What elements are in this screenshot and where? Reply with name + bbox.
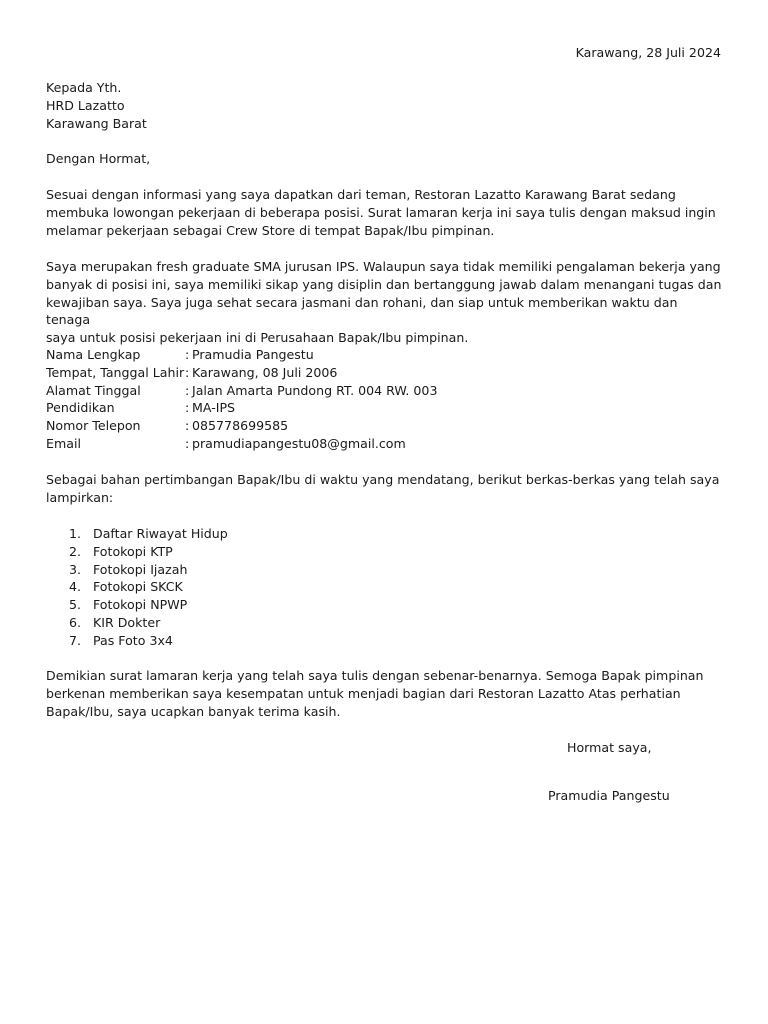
list-item bbox=[46, 525, 228, 543]
paragraph-line: lampirkan: bbox=[46, 489, 114, 505]
paragraph-line: Bapak/Ibu, saya ucapkan banyak terima kasih. bbox=[46, 703, 341, 719]
identity-value: Jalan Amarta Pundong RT. 004 RW. 003 bbox=[192, 382, 438, 398]
identity-row bbox=[46, 346, 722, 364]
list-number: 3. bbox=[69, 561, 82, 577]
identity-separator: : bbox=[185, 400, 190, 416]
list-item bbox=[46, 614, 228, 632]
identity-table bbox=[46, 346, 722, 453]
paragraph-self-description bbox=[46, 258, 722, 347]
list-text: Fotokopi NPWP bbox=[93, 597, 188, 613]
identity-label: Email bbox=[46, 435, 81, 451]
list-item bbox=[46, 578, 228, 596]
identity-separator: : bbox=[185, 435, 190, 451]
recipient-line: HRD Lazatto bbox=[46, 97, 125, 113]
list-text: KIR Dokter bbox=[93, 614, 161, 630]
list-number: 7. bbox=[69, 632, 82, 648]
list-text: Fotokopi SKCK bbox=[93, 579, 183, 595]
paragraph-intro bbox=[46, 186, 722, 239]
paragraph-line: kewajiban saya. Saya juga sehat secara jasmani dan rohani, dan siap untuk memberikan waktu dan tenaga bbox=[46, 294, 678, 328]
list-number: 5. bbox=[69, 597, 82, 613]
recipient-block bbox=[46, 79, 722, 132]
identity-separator: : bbox=[185, 418, 190, 434]
list-text: Daftar Riwayat Hidup bbox=[93, 526, 228, 541]
identity-row bbox=[46, 382, 722, 400]
attachments-intro bbox=[46, 471, 722, 507]
list-text: Fotokopi Ijazah bbox=[93, 561, 188, 577]
identity-value: pramudiapangestu08@gmail.com bbox=[192, 435, 406, 451]
recipient-line: Kepada Yth. bbox=[46, 80, 122, 95]
list-number: 1. bbox=[69, 526, 82, 541]
identity-row bbox=[46, 399, 722, 417]
identity-separator: : bbox=[185, 347, 190, 362]
paragraph-line: Sesuai dengan informasi yang saya dapatkan dari teman, Restoran Lazatto Karawang Barat sedang bbox=[46, 187, 676, 202]
list-number: 4. bbox=[69, 579, 82, 595]
list-item bbox=[46, 596, 228, 614]
paragraph-closing bbox=[46, 667, 722, 720]
identity-value: Pramudia Pangestu bbox=[192, 347, 314, 362]
identity-value: Karawang, 08 Juli 2006 bbox=[192, 364, 338, 380]
identity-separator: : bbox=[185, 364, 190, 380]
identity-value: 085778699585 bbox=[192, 418, 289, 434]
identity-value: MA-IPS bbox=[192, 400, 236, 416]
identity-label: Nama Lengkap bbox=[46, 347, 141, 362]
paragraph-line: Saya merupakan fresh graduate SMA jurusan IPS. Walaupun saya tidak memiliki pengalaman bekerja yang bbox=[46, 259, 721, 274]
recipient-line: Karawang Barat bbox=[46, 115, 147, 131]
paragraph-line: saya untuk posisi pekerjaan ini di Perusahaan Bapak/Ibu pimpinan. bbox=[46, 330, 469, 346]
signoff: Hormat saya, bbox=[567, 740, 652, 755]
list-item bbox=[46, 632, 228, 650]
list-item bbox=[46, 561, 228, 579]
paragraph-line: Demikian surat lamaran kerja yang telah saya tulis dengan sebenar-benarnya. Semoga Bapak pimpinan bbox=[46, 668, 704, 683]
identity-row bbox=[46, 435, 722, 453]
identity-label: Tempat, Tanggal Lahir bbox=[46, 364, 185, 380]
paragraph-line: melamar pekerjaan sebagai Crew Store di tempat Bapak/Ibu pimpinan. bbox=[46, 222, 495, 238]
list-number: 6. bbox=[69, 614, 82, 630]
identity-separator: : bbox=[185, 382, 190, 398]
list-text: Pas Foto 3x4 bbox=[93, 632, 173, 648]
list-number: 2. bbox=[69, 543, 82, 559]
paragraph-line: Sebagai bahan pertimbangan Bapak/Ibu di waktu yang mendatang, berikut berkas-berkas yang telah saya bbox=[46, 472, 720, 487]
list-text: Fotokopi KTP bbox=[93, 543, 173, 559]
list-item bbox=[46, 543, 228, 561]
signer-name: Pramudia Pangestu bbox=[548, 788, 670, 803]
letter-date: Karawang, 28 Juli 2024 bbox=[575, 45, 721, 60]
greeting: Dengan Hormat, bbox=[46, 151, 151, 166]
identity-row bbox=[46, 417, 722, 435]
identity-label: Alamat Tinggal bbox=[46, 382, 141, 398]
identity-label: Pendidikan bbox=[46, 400, 115, 416]
attachments-list bbox=[46, 525, 228, 650]
identity-row bbox=[46, 364, 722, 382]
paragraph-line: banyak di posisi ini, saya memiliki sikap yang disiplin dan bertanggung jawab dalam menangani tugas dan bbox=[46, 276, 722, 292]
paragraph-line: membuka lowongan pekerjaan di beberapa posisi. Surat lamaran kerja ini saya tulis dengan maksud ingin bbox=[46, 204, 716, 220]
paragraph-line: berkenan memberikan saya kesempatan untuk menjadi bagian dari Restoran Lazatto Atas perhatian bbox=[46, 685, 681, 701]
identity-label: Nomor Telepon bbox=[46, 418, 141, 434]
